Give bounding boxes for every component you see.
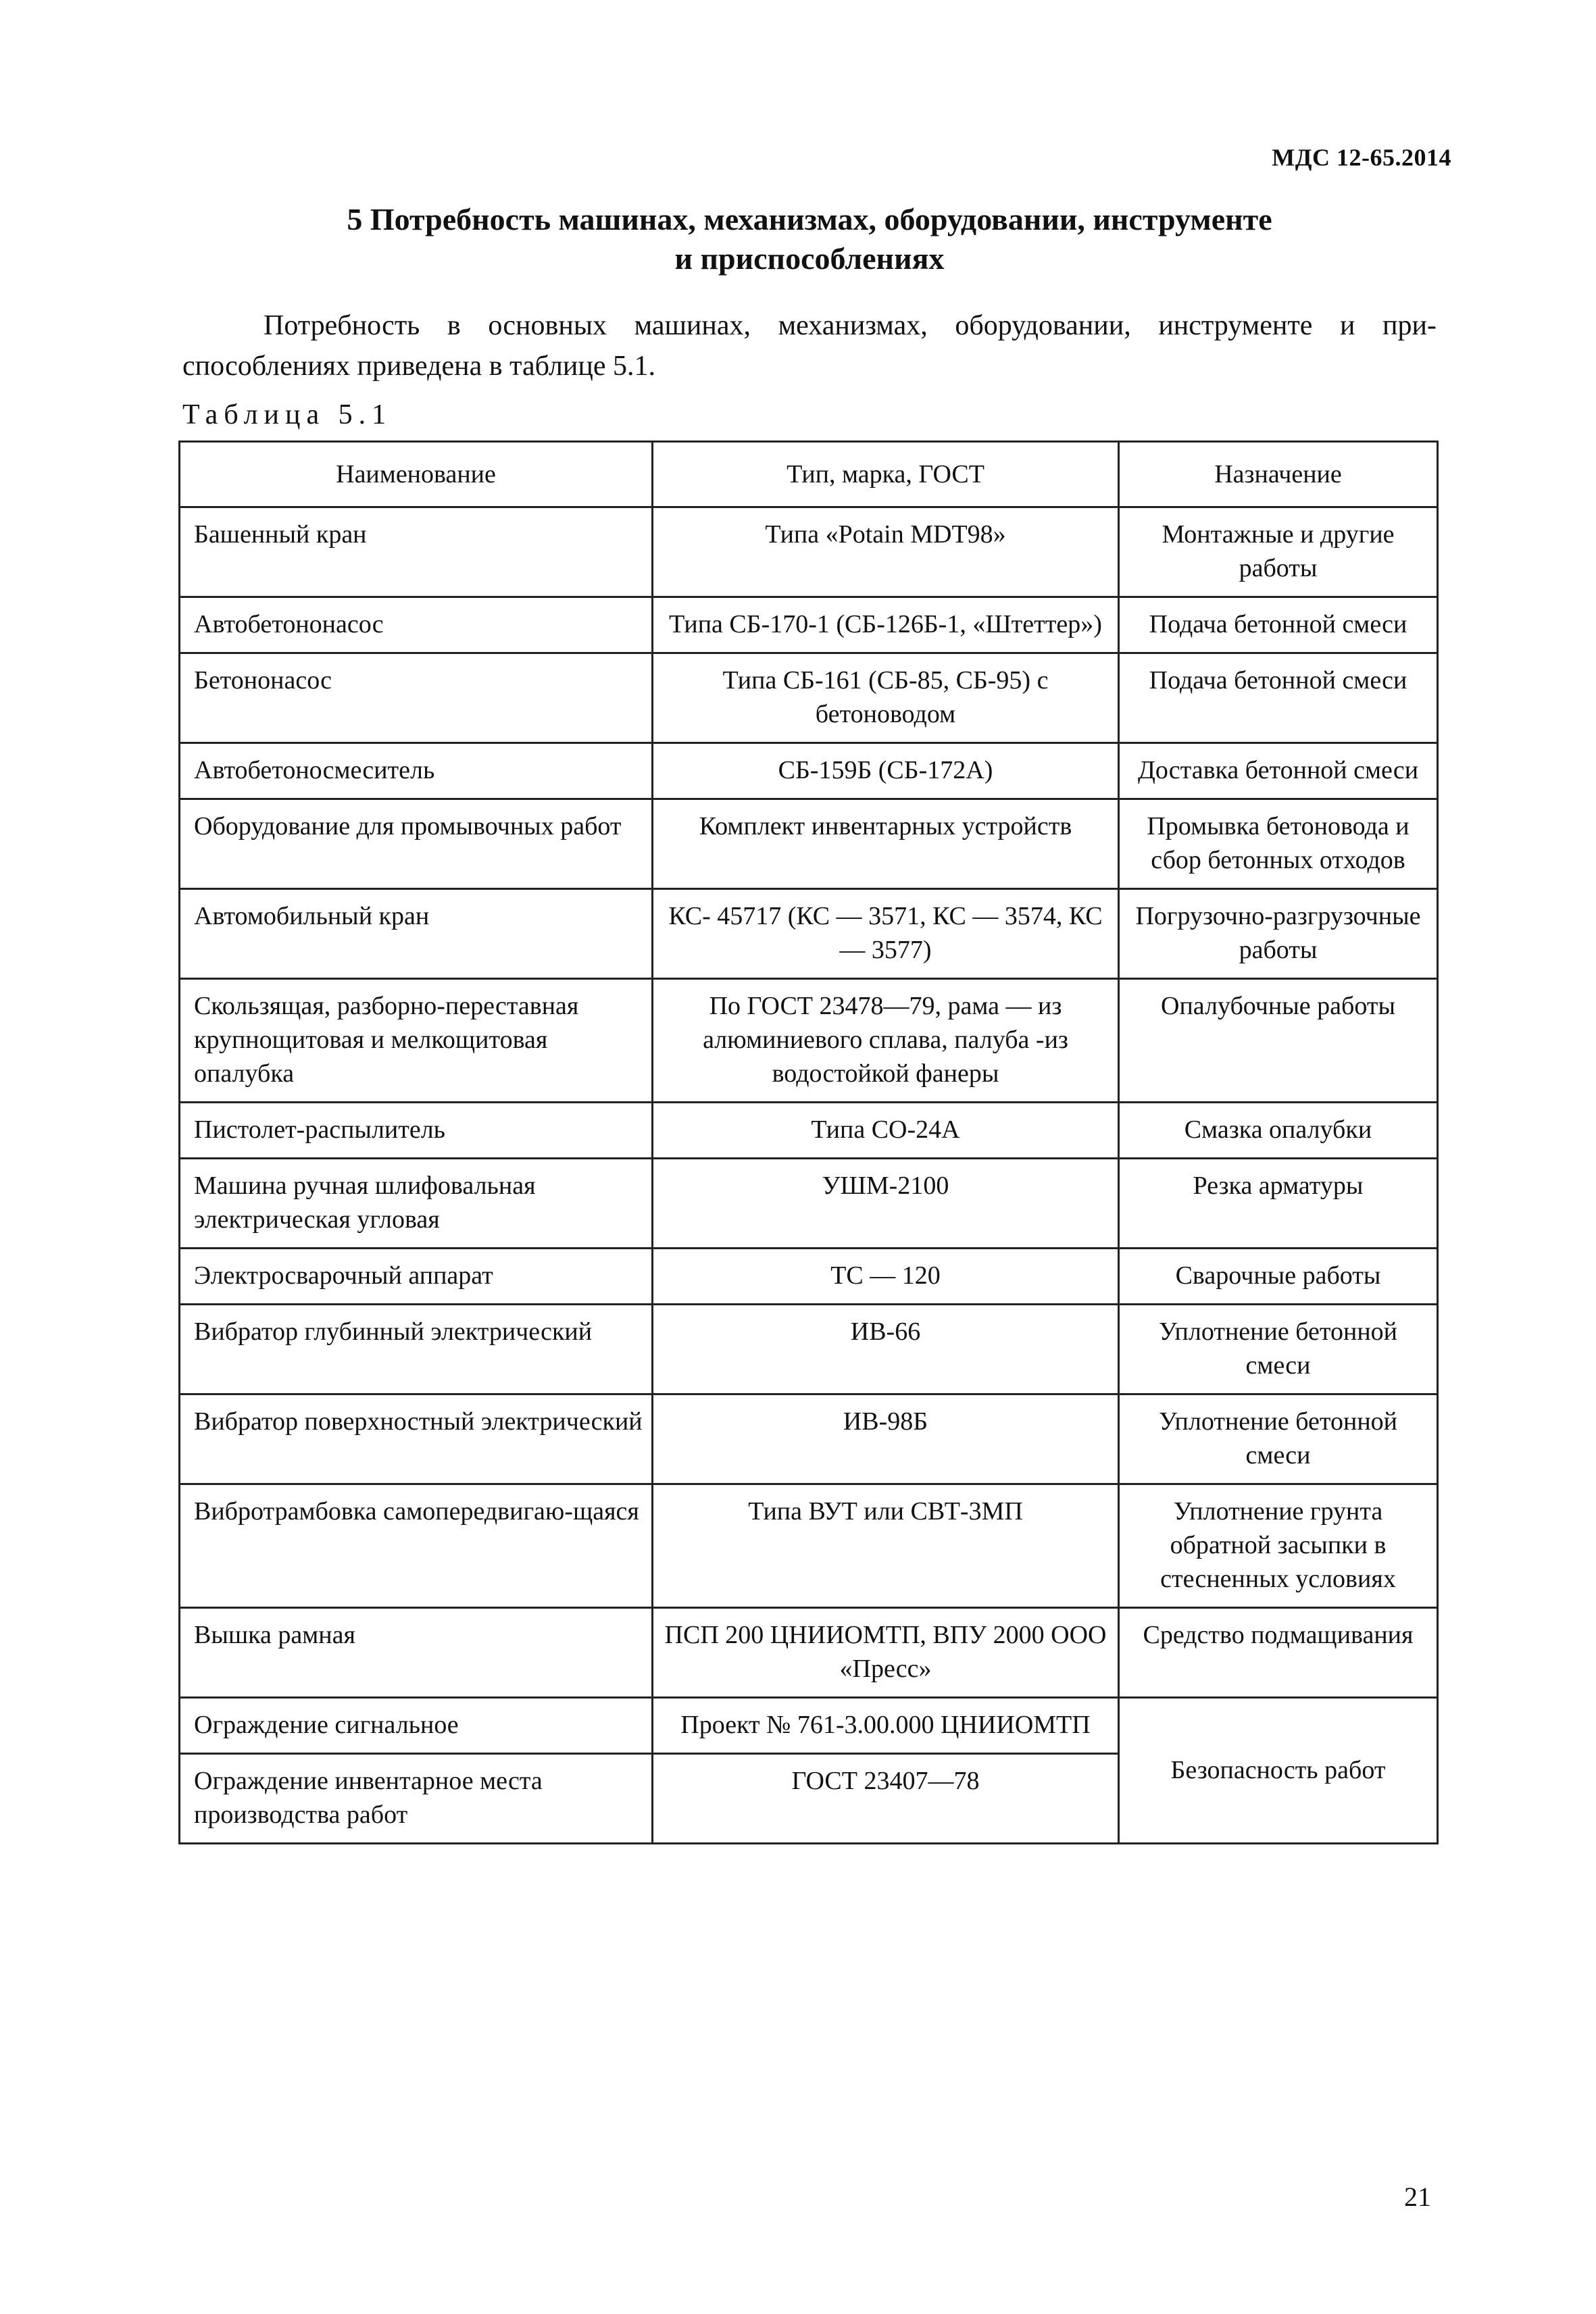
cell-name: Башенный кран <box>180 507 653 597</box>
cell-purpose: Подача бетонной смеси <box>1119 597 1438 653</box>
cell-type: Проект № 761-3.00.000 ЦНИИОМТП <box>653 1698 1119 1754</box>
cell-type: Типа ВУТ или СВТ-3МП <box>653 1484 1119 1608</box>
cell-type: ИВ-98Б <box>653 1394 1119 1484</box>
table-header-row <box>180 442 1438 507</box>
table-row <box>180 653 1438 743</box>
cell-purpose: Резка арматуры <box>1119 1159 1438 1249</box>
table-row <box>180 979 1438 1103</box>
cell-name: Пистолет-распылитель <box>180 1103 653 1159</box>
cell-type: ТС — 120 <box>653 1249 1119 1305</box>
table-row <box>180 1608 1438 1698</box>
cell-name: Вышка рамная <box>180 1608 653 1698</box>
column-header-purpose: Назначение <box>1119 442 1438 507</box>
cell-purpose-merged: Безопасность работ <box>1119 1698 1438 1844</box>
cell-type: ИВ-66 <box>653 1305 1119 1394</box>
table-row <box>180 1484 1438 1608</box>
cell-name: Автобетоносмеситель <box>180 743 653 799</box>
cell-type: КС- 45717 (КС — 3571, КС — 3574, КС — 3577) <box>653 889 1119 979</box>
document-code: МДС 12-65.2014 <box>1272 144 1451 171</box>
page-number: 21 <box>1404 2182 1431 2212</box>
table-row <box>180 507 1438 597</box>
cell-type: ПСП 200 ЦНИИОМТП, ВПУ 2000 ООО «Пресс» <box>653 1608 1119 1698</box>
table-row <box>180 597 1438 653</box>
cell-name: Бетононасос <box>180 653 653 743</box>
table-row <box>180 799 1438 889</box>
table-row <box>180 1698 1438 1754</box>
cell-name: Вибратор глубинный электрический <box>180 1305 653 1394</box>
equipment-table-wrapper <box>178 441 1437 1844</box>
table-row <box>180 1249 1438 1305</box>
cell-purpose: Сварочные работы <box>1119 1249 1438 1305</box>
cell-type: СБ-159Б (СБ-172А) <box>653 743 1119 799</box>
column-header-name: Наименование <box>180 442 653 507</box>
intro-paragraph: Потребность в основных машинах, механизмах, оборудовании, инструменте и при-способлениях приведена в таблице 5.1. <box>182 310 1437 382</box>
cell-type: По ГОСТ 23478—79, рама — из алюминиевого сплава, палуба -из водостойкой фанеры <box>653 979 1119 1103</box>
cell-purpose: Средство подмащивания <box>1119 1608 1438 1698</box>
cell-type: ГОСТ 23407—78 <box>653 1754 1119 1844</box>
cell-name: Оборудование для промывочных работ <box>180 799 653 889</box>
cell-name: Вибротрамбовка самопередвигаю-щаяся <box>180 1484 653 1608</box>
cell-purpose: Уплотнение бетонной смеси <box>1119 1305 1438 1394</box>
cell-type: Типа СО-24А <box>653 1103 1119 1159</box>
table-row <box>180 1305 1438 1394</box>
cell-name: Ограждение сигнальное <box>180 1698 653 1754</box>
section-title <box>181 200 1438 278</box>
table-row <box>180 1394 1438 1484</box>
cell-name: Автомобильный кран <box>180 889 653 979</box>
table-row <box>180 1103 1438 1159</box>
cell-name: Ограждение инвентарное места производства работ <box>180 1754 653 1844</box>
column-header-type: Тип, марка, ГОСТ <box>653 442 1119 507</box>
cell-type: Типа «Potain MDT98» <box>653 507 1119 597</box>
cell-purpose: Погрузочно-разгрузочные работы <box>1119 889 1438 979</box>
table-caption: Таблица 5.1 <box>182 399 393 430</box>
cell-name: Автобетононасос <box>180 597 653 653</box>
section-title-line-1: 5 Потребность машинах, механизмах, оборудовании, инструменте <box>347 202 1272 236</box>
table-row <box>180 1159 1438 1249</box>
cell-name: Электросварочный аппарат <box>180 1249 653 1305</box>
table-row <box>180 889 1438 979</box>
cell-type: Типа СБ-170-1 (СБ-126Б-1, «Штеттер») <box>653 597 1119 653</box>
cell-name: Машина ручная шлифовальная электрическая угловая <box>180 1159 653 1249</box>
cell-purpose: Уплотнение бетонной смеси <box>1119 1394 1438 1484</box>
cell-type: Комплект инвентарных устройств <box>653 799 1119 889</box>
cell-purpose: Смазка опалубки <box>1119 1103 1438 1159</box>
cell-name: Вибратор поверхностный электрический <box>180 1394 653 1484</box>
cell-purpose: Монтажные и другие работы <box>1119 507 1438 597</box>
cell-purpose: Подача бетонной смеси <box>1119 653 1438 743</box>
section-title-line-2: и приспособлениях <box>674 241 945 276</box>
cell-type: УШМ-2100 <box>653 1159 1119 1249</box>
cell-type: Типа СБ-161 (СБ-85, СБ-95) с бетоноводом <box>653 653 1119 743</box>
equipment-table <box>178 441 1439 1844</box>
cell-purpose: Промывка бетоновода и сбор бетонных отходов <box>1119 799 1438 889</box>
cell-purpose: Доставка бетонной смеси <box>1119 743 1438 799</box>
cell-purpose: Уплотнение грунта обратной засыпки в стесненных условиях <box>1119 1484 1438 1608</box>
cell-purpose: Опалубочные работы <box>1119 979 1438 1103</box>
cell-name: Скользящая, разборно-переставная крупнощитовая и мелкощитовая опалубка <box>180 979 653 1103</box>
table-row <box>180 743 1438 799</box>
